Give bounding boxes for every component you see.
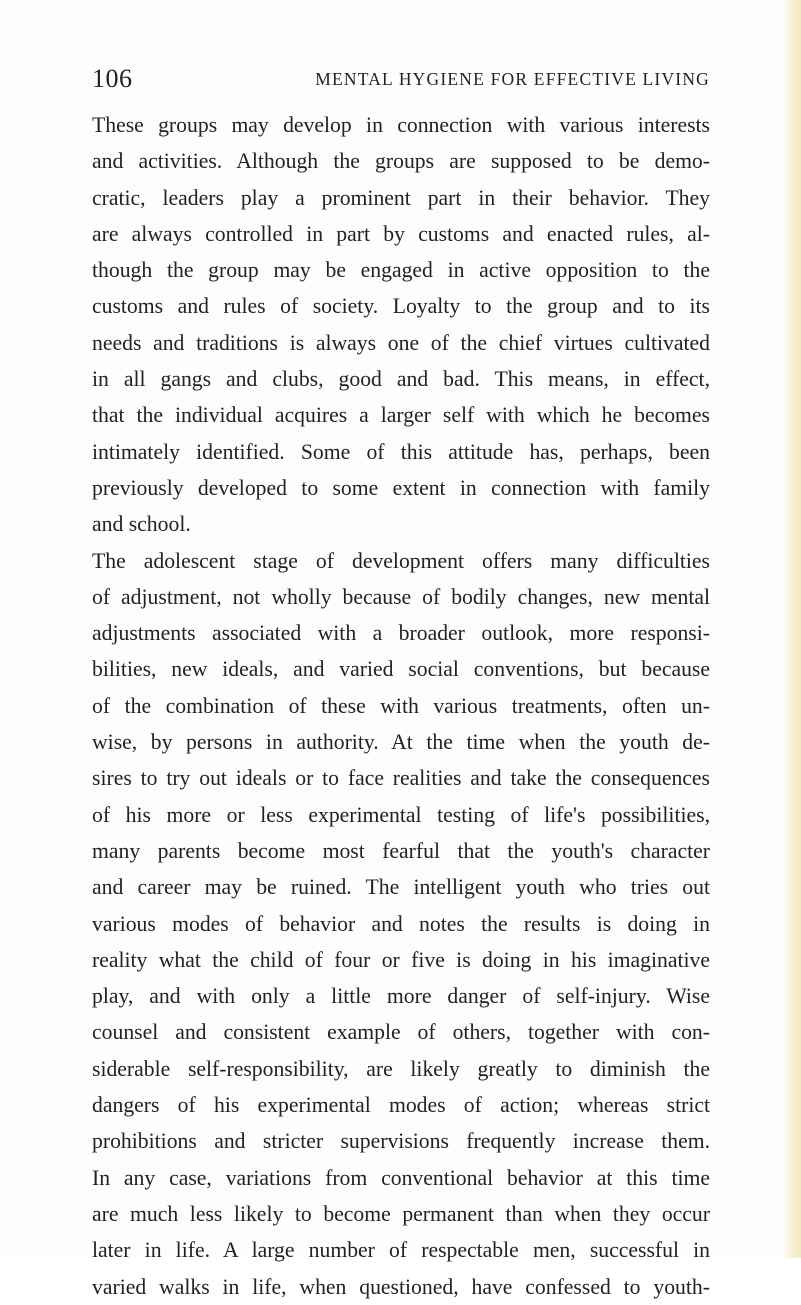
text-line: and career may be ruined. The intelligent youth who tries out xyxy=(92,875,710,900)
text-line: cratic, leaders play a prominent part in their behavior. They xyxy=(92,185,710,210)
text-line: later in life. A large number of respectable men, successful in xyxy=(92,1238,710,1263)
text-line: adjustments associated with a broader outlook, more responsi- xyxy=(92,621,710,646)
running-header xyxy=(92,64,710,94)
text-line: various modes of behavior and notes the results is doing in xyxy=(92,911,710,936)
text-line: customs and rules of society. Loyalty to the group and to its xyxy=(92,294,710,319)
text-line: in all gangs and clubs, good and bad. This means, in effect, xyxy=(92,367,710,392)
text-line: counsel and consistent example of others, together with con- xyxy=(92,1020,710,1045)
text-line: of his more or less experimental testing of life's possibilities, xyxy=(92,802,710,827)
text-line: are always controlled in part by customs and enacted rules, al- xyxy=(92,221,710,246)
text-line: sires to try out ideals or to face realities and take the consequences xyxy=(92,766,710,791)
text-line: play, and with only a little more danger of self-injury. Wise xyxy=(92,984,710,1009)
text-line: previously developed to some extent in connection with family xyxy=(92,475,710,500)
text-line: In any case, variations from conventional behavior at this time xyxy=(92,1165,710,1190)
text-line: and activities. Although the groups are supposed to be demo- xyxy=(92,149,710,174)
text-line: needs and traditions is always one of the chief virtues cultivated xyxy=(92,330,710,355)
text-line: of the combination of these with various treatments, often un- xyxy=(92,693,710,718)
text-line: are much less likely to become permanent than when they occur xyxy=(92,1201,710,1226)
text-line: though the group may be engaged in active opposition to the xyxy=(92,258,710,283)
body-text xyxy=(92,107,710,1305)
page-number: 106 xyxy=(92,64,133,93)
text-line: wise, by persons in authority. At the time when the youth de- xyxy=(92,730,710,755)
text-line: and school. xyxy=(92,512,191,537)
text-line: siderable self-responsibility, are likely greatly to diminish the xyxy=(92,1056,710,1081)
text-line: that the individual acquires a larger self with which he becomes xyxy=(92,403,710,428)
text-line: intimately identified. Some of this attitude has, perhaps, been xyxy=(92,439,710,464)
text-line: dangers of his experimental modes of action; whereas strict xyxy=(92,1093,710,1118)
text-line: of adjustment, not wholly because of bodily changes, new mental xyxy=(92,584,710,609)
text-line: many parents become most fearful that the youth's character xyxy=(92,838,710,863)
text-line: bilities, new ideals, and varied social conventions, but because xyxy=(92,657,710,682)
text-line: reality what the child of four or five is doing in his imaginative xyxy=(92,947,710,972)
text-line: prohibitions and stricter supervisions frequently increase them. xyxy=(92,1129,710,1154)
running-title: MENTAL HYGIENE FOR EFFECTIVE LIVING xyxy=(315,69,710,89)
text-line: varied walks in life, when questioned, have confessed to youth- xyxy=(92,1274,710,1299)
text-line: The adolescent stage of development offers many difficulties xyxy=(92,548,710,573)
text-line: These groups may develop in connection with various interests xyxy=(92,113,710,137)
page-edge xyxy=(783,0,801,1258)
